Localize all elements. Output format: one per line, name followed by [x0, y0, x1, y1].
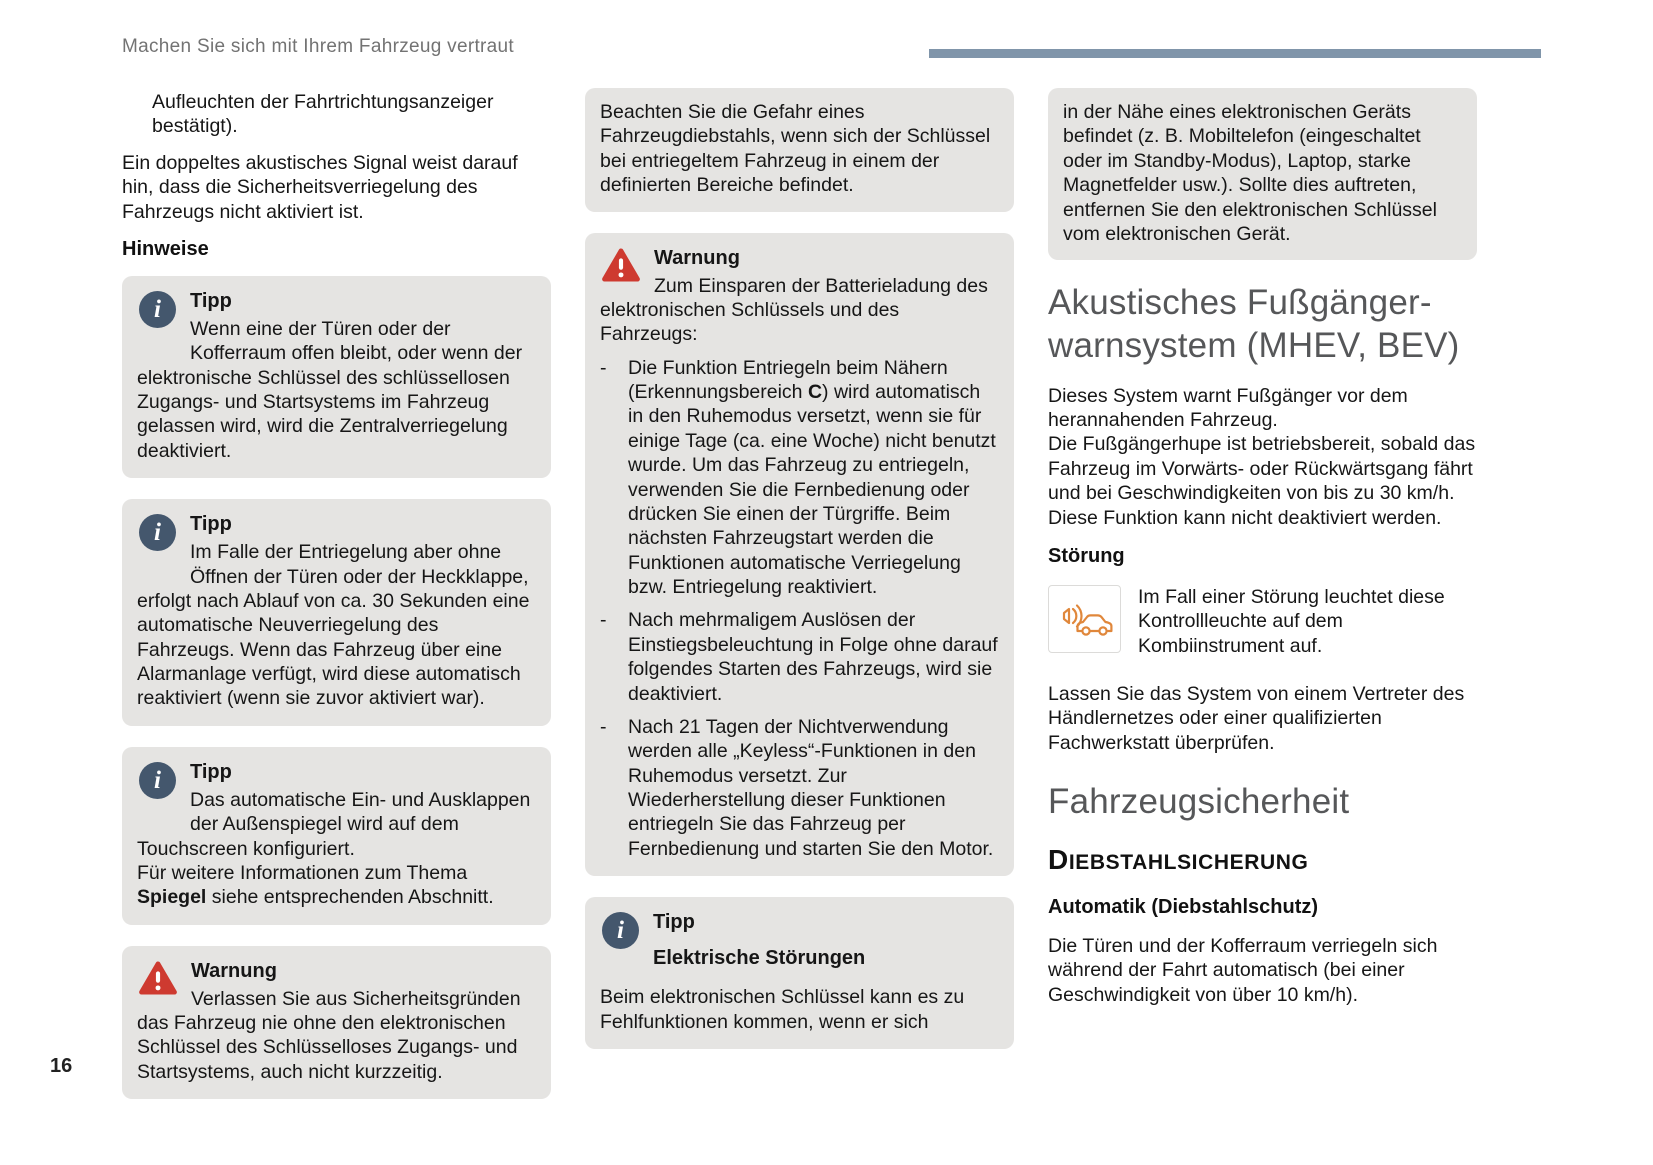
tip-box-central-locking: [122, 276, 551, 478]
content-columns: [122, 88, 1477, 1120]
bullet-text: - Nach mehrmaligem Auslösen der Einstiegsbeleuchtung in Folge ohne darauf folgendes Starten des Fahrzeugs, wird sie deaktiviert.: [628, 609, 998, 705]
bullet-text-bold: C: [807, 381, 823, 403]
paragraph-double-signal: Ein doppeltes akustisches Signal weist darauf hin, dass die Sicherheitsverriegelung des Fahrzeugs nicht aktiviert ist.: [122, 151, 518, 223]
bullet-text-segment: ) wird automatisch in den Ruhemodus versetzt, wenn sie für einige Tage (ca. eine Woche) nicht benutzt wurde. Um das Fahrzeug zu entriegeln, verwenden Sie die Fernbedienung oder drücken Sie einen der Türgriffe. Beim nächsten Fahrzeugstart werden die Funktionen automatische Verriegelung bzw. Entriegelung reaktiviert.: [628, 381, 996, 598]
column-left: [122, 88, 551, 1120]
warning-box-key: [122, 946, 551, 1100]
warning-box-battery: [585, 233, 1014, 877]
section-heading-pedestrian-horn: [1048, 282, 1477, 367]
warning-intro: Zum Einsparen der Batterieladung des elektronischen Schlüssels und des Fahrzeugs:: [600, 274, 988, 346]
tip-text-line: [137, 861, 536, 910]
fault-description: Im Fall einer Störung leuchtet diese Kontrollleuchte auf dem Kombiinstrument auf.: [1138, 585, 1445, 657]
paragraph-auto-locking: Die Türen und der Kofferraum verriegeln sich während der Fahrt automatisch (bei einer Geschwindigkeit von über 10 km/h).: [1048, 934, 1438, 1006]
paragraph: Dieses System warnt Fußgänger vor dem herannahenden Fahrzeug.: [1048, 384, 1408, 431]
warning-bullet-list: [600, 356, 999, 862]
warning-title: Warnung: [191, 959, 277, 982]
bullet-text-segment: Die Funktion Entriegeln beim Nähern (Erkennungsbereich: [628, 356, 948, 403]
tip-text-bold: Spiegel: [137, 886, 207, 909]
automatic-heading: Automatik (Diebstahlschutz): [1048, 895, 1319, 918]
note-box-theft-risk: Beachten Sie die Gefahr eines Fahrzeugdiebstahls, wenn sich der Schlüssel bei entriegeltem Fahrzeug in einem der definierten Bereiche befindet.: [585, 88, 1014, 212]
paragraph: Diese Funktion kann nicht deaktiviert werden.: [1048, 506, 1442, 529]
note-box-electronic-device: in der Nähe eines elektronischen Geräts befindet (z. B. Mobiltelefon (eingeschaltet oder im Standby-Modus), Laptop, starke Magnetfelder usw.). Sollte dies auftreten, entfernen Sie den elektronischen Schlüssel vom elektronischen Gerät.: [1048, 88, 1477, 260]
tip-text-segment: Für weitere Informationen zum Thema: [137, 861, 468, 884]
column-middle: [585, 88, 1014, 1120]
continued-paragraph: Aufleuchten der Fahrtrichtungsanzeiger bestätigt).: [152, 91, 494, 138]
tip-text-line: Das automatische Ein- und Ausklappen der Außenspiegel wird auf dem Touchscreen konfiguriert.: [137, 788, 531, 860]
tip-subtitle: Elektrische Störungen: [653, 947, 866, 970]
heading-line: Akustisches Fußgänger-: [1048, 283, 1432, 323]
subsection-heading-anti-theft: DIEBSTAHLSICHERUNG: [1048, 843, 1309, 875]
section-heading-vehicle-security: Fahrzeugsicherheit: [1048, 782, 1350, 822]
page-number: 16: [50, 1055, 73, 1077]
fault-heading: Störung: [1048, 544, 1125, 567]
tip-text: Wenn eine der Türen oder der Kofferraum offen bleibt, oder wenn der elektronische Schlüssel des schlüssellosen Zugangs- und Startsystems im Fahrzeug gelassen wird, wird die Zentralverriegelung deaktiviert.: [137, 317, 523, 462]
info-icon: [139, 291, 176, 328]
pedestrian-horn-description: [1048, 384, 1477, 530]
notes-heading: Hinweise: [122, 237, 209, 260]
tip-text: Im Falle der Entriegelung aber ohne Öffnen der Türen oder der Heckklappe, erfolgt nach Ablauf von ca. 30 Sekunden eine automatische Neuverriegelung des Fahrzeugs. Wenn das Fahrzeug über eine Alarmanlage verfügt, wird diese automatisch reaktiviert (wenn sie zuvor aktiviert war).: [137, 541, 530, 710]
tip-box-relocking: [122, 499, 551, 726]
bullet-text: - Nach 21 Tagen der Nichtverwendung werden alle „Keyless“-Funktionen in den Ruhemodus versetzt. Zur Wiederherstellung dieser Funktionen entriegeln Sie das Fahrzeug per Fernbedienung und starten Sie den Motor.: [628, 715, 994, 860]
tip-title: Tipp: [190, 760, 232, 783]
tip-title: Tipp: [190, 289, 232, 312]
paragraph: Die Fußgängerhupe ist betriebsbereit, sobald das Fahrzeug im Vorwärts- oder Rückwärtsgang fährt und bei Geschwindigkeiten von bis zu 30 km/h.: [1048, 433, 1476, 505]
bullet-text: [628, 356, 999, 600]
tip-text-segment: siehe entsprechenden Abschnitt.: [206, 886, 494, 909]
tip-text: [137, 788, 536, 910]
warning-title: Warnung: [654, 246, 740, 269]
tip-title: Tipp: [190, 513, 232, 536]
tip-text: Beim elektronischen Schlüssel kann es zu Fehlfunktionen kommen, wenn er sich: [600, 986, 965, 1033]
tip-title: Tipp: [653, 911, 695, 934]
header-accent-rule: [929, 49, 1541, 58]
bullet-item: [600, 356, 999, 600]
fault-indicator-row: [1048, 585, 1477, 658]
warning-icon: [139, 961, 177, 995]
warning-text: Verlassen Sie aus Sicherheitsgründen das Fahrzeug nie ohne den elektronischen Schlüssel des Schlüsselloses Zugangs- und Startsystems, auch nicht kurzzeitig.: [137, 987, 521, 1083]
page-header-title: Machen Sie sich mit Ihrem Fahrzeug vertraut: [122, 36, 514, 57]
info-icon: [139, 514, 176, 551]
info-icon: [602, 912, 639, 949]
bullet-item: [600, 715, 999, 861]
heading-line: warnsystem (MHEV, BEV): [1048, 325, 1460, 365]
info-icon: [139, 762, 176, 799]
column-right: [1048, 88, 1477, 1120]
bullet-item: [600, 608, 999, 706]
tip-box-electrical: [585, 897, 1014, 1049]
warning-icon: [602, 248, 640, 282]
tip-box-mirrors: [122, 747, 551, 925]
paragraph-dealer-check: Lassen Sie das System von einem Vertreter des Händlernetzes oder einer qualifizierten Fachwerkstatt überprüfen.: [1048, 683, 1465, 754]
pedestrian-horn-warning-icon: [1048, 585, 1121, 653]
